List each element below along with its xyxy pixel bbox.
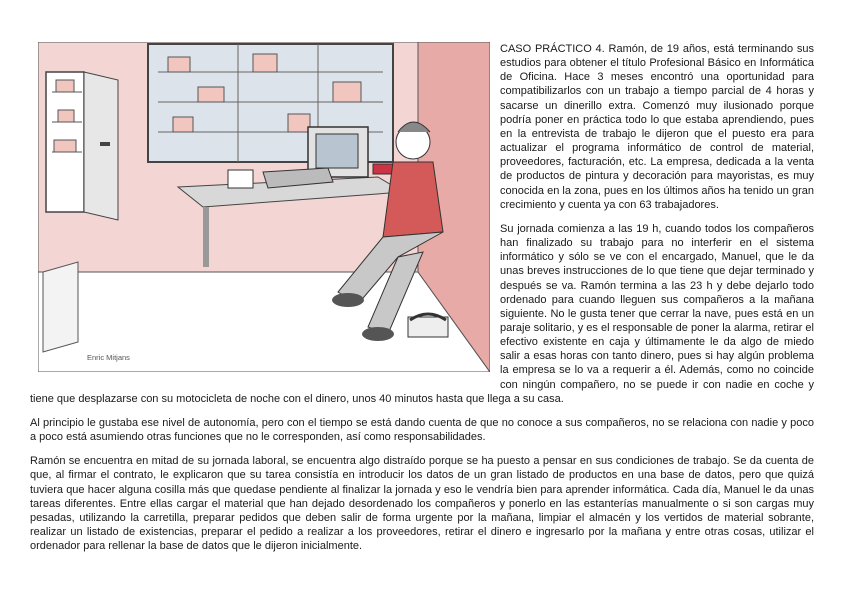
office-illustration [30, 42, 492, 376]
paragraph-schedule: Su jornada comienza a las 19 h, cuando todos los compañeros han finalizado su trabajo para no interferir en el sistema informático y sólo se ve con el encargado, Manuel, que le da unas breves instrucciones de lo que tiene que dejar terminado y después se va. Ramón termina a las 23 h y debe dejarlo todo ordenado para cuando lleguen sus compañeros a la mañana siguiente. No le gusta tener que cerrar la nave, pues está en un paraje solitario, y es el responsable de poner la alarma, retirar el efectivo existente en caja y últimamente le da algo de miedo salir a esas horas con tanto dinero, pues si hay algún problema la empresa se lo va a requerir a él. Además, como no coincide con ningún compañero, no se puede ir con nadie en coche y tiene que desplazarse con su motocicleta de noche con el dinero, unos 40 minutos hasta que llega a su casa. [30, 222, 814, 405]
illustration-credit: Enric Mitjans [87, 353, 130, 362]
paragraph-autonomy: Al principio le gustaba ese nivel de autonomía, pero con el tiempo se está dando cuenta de que no conoce a sus compañeros, no se relaciona con nadie y poco a poco está asumiendo otras funciones que no le corresponden, así como responsabilidades. [30, 416, 814, 444]
paragraph-case-intro: CASO PRÁCTICO 4. Ramón, de 19 años, está terminando sus estudios para obtener el título Profesional Básico en Informática de Oficina. Hace 3 meses encontró una oportunidad para compatibilizarlos con un trabajo a tiempo parcial de 4 horas y sacarse un dinerillo extra. Comenzó muy ilusionado porque podría poner en práctica todo lo que estaba aprendiendo, pues en la entrevista de trabajo le dijeron que el puesto era para actualizar el programa informático de control de material, proveedores, facturación, etc. La empresa, dedicada a la venta de productos de pintura y decoración para mayoristas, es muy conocida en la zona, pues en los últimos años ha tenido un gran crecimiento y cuenta ya con 63 trabajadores. [500, 43, 814, 211]
office-scene-image [38, 42, 490, 372]
paragraph-tasks: Ramón se encuentra en mitad de su jornada laboral, se encuentra algo distraído porque se ha puesto a pensar en sus condiciones de trabajo. Se da cuenta de que, al firmar el contrato, le explicaron que su tarea consistía en introducir los datos de un gran listado de productos en una base de datos, pero que quizá tuviera que hacer alguna cosilla más que quedase pendiente al finalizar la jornada y eso le vendría bien para aprender informática. Cada día, Manuel le da unas tareas diferentes. Entre ellas cargar el material que han dejado desordenado los compañeros y ponerlo en las estanterías manualmente o si son cargas muy pesadas, utilizando la carretilla, preparar pedidos que deben salir de forma urgente por la mañana, limpiar el almacén y los vertidos de material sobrante, realizar un listado de existencias, preparar el pedido a realizar a los proveedores, retirar el dinero e ingresarlo por la mañana y entre otras cosas, utilizar el ordenador para rellenar la base de datos que le dijeron inicialmente. [30, 455, 814, 553]
document-page [30, 42, 814, 563]
